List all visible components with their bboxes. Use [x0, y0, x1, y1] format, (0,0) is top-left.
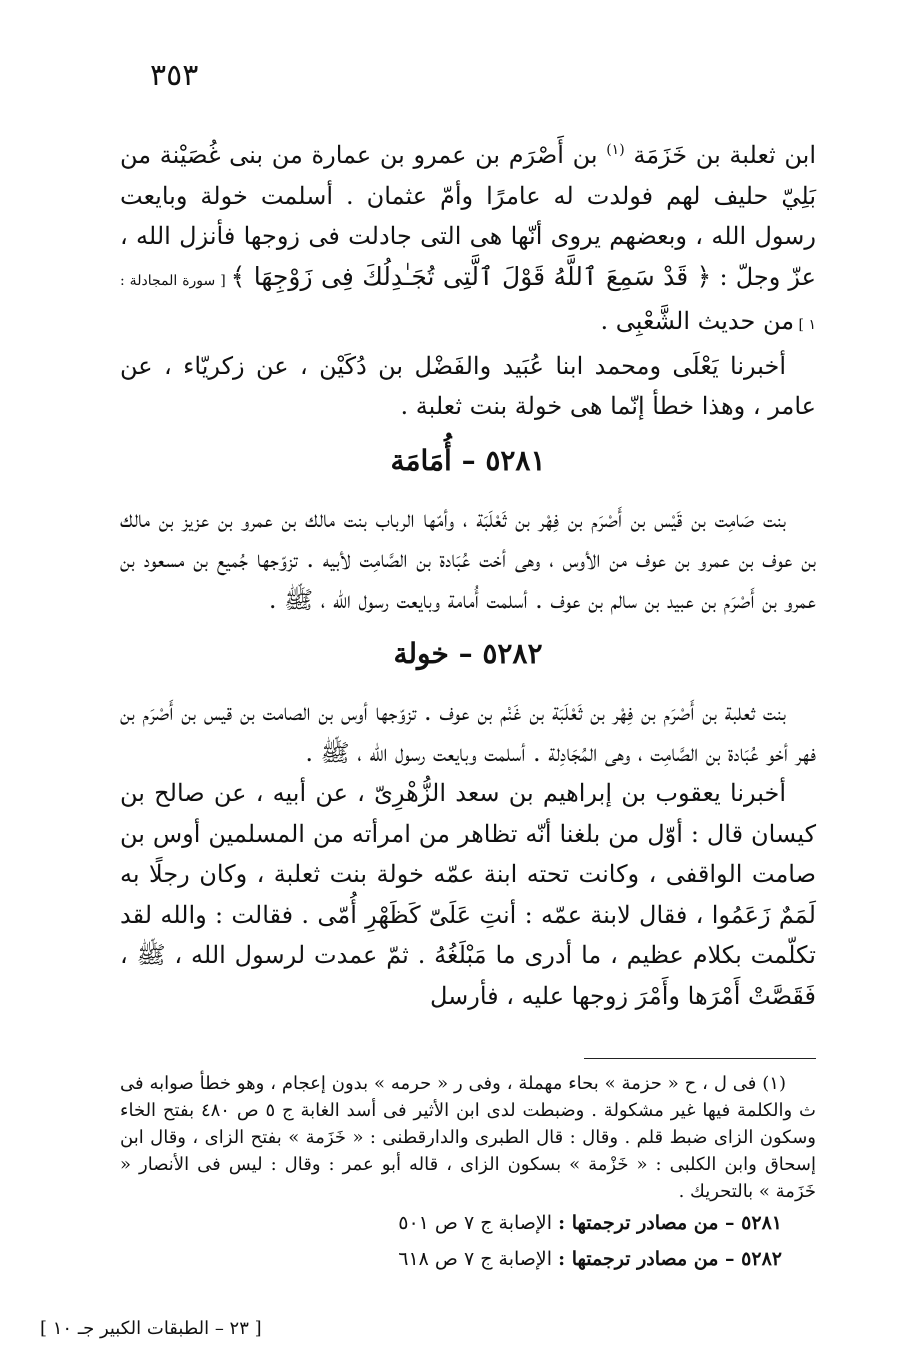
quran-verse: ﴿ قَدْ سَمِعَ ٱللَّهُ قَوْلَ ٱلَّتِى تُجَـٰدِلُكَ فِى زَوْجِهَا ﴾: [230, 261, 712, 291]
quran-citation: [ سورة المجادلة : ١ ]: [120, 272, 816, 333]
narration-paragraph: أخبرنا يَعْلَى ومحمد ابنا عُبَيد والفَضْل بن دُكَيْن ، عن زكريّاء ، عن عامر ، وهذا خطأ إنّما هى خولة بنت ثعلبة .: [120, 351, 816, 420]
intro-text-start: ابن ثعلبة بن خَزَمَة: [624, 141, 816, 169]
page-number: ٣٥٣: [150, 58, 199, 93]
section-5281-paragraph: بنت صَامِت بن قَيْس بن أَصْرَم بن فِهْر بن ثَعْلَبَة ، وأمّها الرباب بنت مالك بن عمرو بن عزيز بن مالك بن عوف بن عمرو بن عوف من الأوس ، وهى أخت عُبَادة بن الصَّامِت لأبيه . تزوّجها جُميع بن مسعود بن عمرو بن أَصْرَم بن عبيد بن سالم بن عوف . أسلمت أُمامة وبايعت رسول الله ، ﷺ .: [120, 504, 816, 614]
footnote-divider: [584, 1058, 816, 1059]
footnote-reference: (١): [606, 142, 625, 158]
source-text: الإصابة ج ٧ ص ٥٠١: [398, 1212, 559, 1234]
section-5282-paragraph-1: بنت ثعلبة بن أَصْرَم بن فِهْر بن ثَعْلَبَة بن غَنْم بن عوف . تزوّجها أوس بن الصامت بن قيس بن أَصْرَم بن فهر أخو عُبَادة بن الصَّامِت ، وهى المُجَادِلة . أسلمت وبايعت رسول الله ، ﷺ .: [120, 698, 816, 767]
intro-text-middle: بن أَصْرَم بن عمرو بن عمارة من بنى غُصَيْنة من بَلِيّ حليف لهم فولدت له عامرًا وأمّ عثمان . أسلمت خولة وبايعت رسول الله ، وبعضهم يروى أنّها هى التى جادلت فى زوجها فأنزل الله ، عزّ وجلّ :: [120, 141, 816, 291]
source-5282: [120, 1241, 816, 1277]
section-heading-5281: ٥٢٨١ – أُمَامَة: [390, 443, 546, 477]
intro-text-end: من حديث الشَّعْبِى .: [600, 307, 795, 335]
page-footer: [ ٢٣ – الطبقات الكبير جـ ١٠ ]: [40, 1318, 262, 1339]
main-text: [120, 130, 816, 1016]
source-text: الإصابة ج ٧ ص ٦١٨: [398, 1248, 559, 1270]
section-heading-5282: ٥٢٨٢ – خولة: [393, 637, 543, 670]
source-label: ٥٢٨٢ – من مصادر ترجمتها :: [558, 1248, 782, 1270]
source-label: ٥٢٨١ – من مصادر ترجمتها :: [558, 1212, 782, 1234]
footnote-1: (١) فى ل ، ح « حزمة » بحاء مهملة ، وفى ر « حرمه » بدون إعجام ، وهو خطأ صوابه فى ث والكلمة فيها غير مشكولة . وضبطت لدى ابن الأثير فى أسد الغابة ج ٥ ص ٤٨٠ بفتح الخاء وسكون الزاى ضبط قلم . وقال : قال الطبرى والدارقطنى : « خَزَمة » بفتح الزاى ، وقال ابن إسحاق وابن الكلبى : « خَزْمة » بسكون الزاى ، قاله أبو عمر : وقال : ليس فى الأنصار « خَزَمة » بالتحريك .: [120, 1073, 816, 1202]
section-5282-paragraph-2: أخبرنا يعقوب بن إبراهيم بن سعد الزُّهْرِىّ ، عن أبيه ، عن صالح بن كيسان قال : أوّل من بلغنا أنّه تظاهر من امرأته من المسلمين أوس بن صامت الواقفى ، وكانت تحته ابنة عمّه خولة بنت ثعلبة ، وكان رجلًا به لَمَمٌ زَعَمُوا ، فقال لابنة عمّه : أنتِ عَلَىّ كَظَهْرِ أُمّى . فقالت : والله لقد تكلّمت بكلام عظيم ، ما أدرى ما مَبْلَغُهُ . ثمّ عمدت لرسول الله ، ﷺ ، فَقَصَّتْ أَمْرَها وأَمْرَ زوجها عليه ، فأرسل: [120, 779, 817, 1010]
source-5281: [120, 1205, 816, 1241]
footnotes: [120, 1070, 816, 1277]
intro-paragraph: [120, 130, 816, 346]
